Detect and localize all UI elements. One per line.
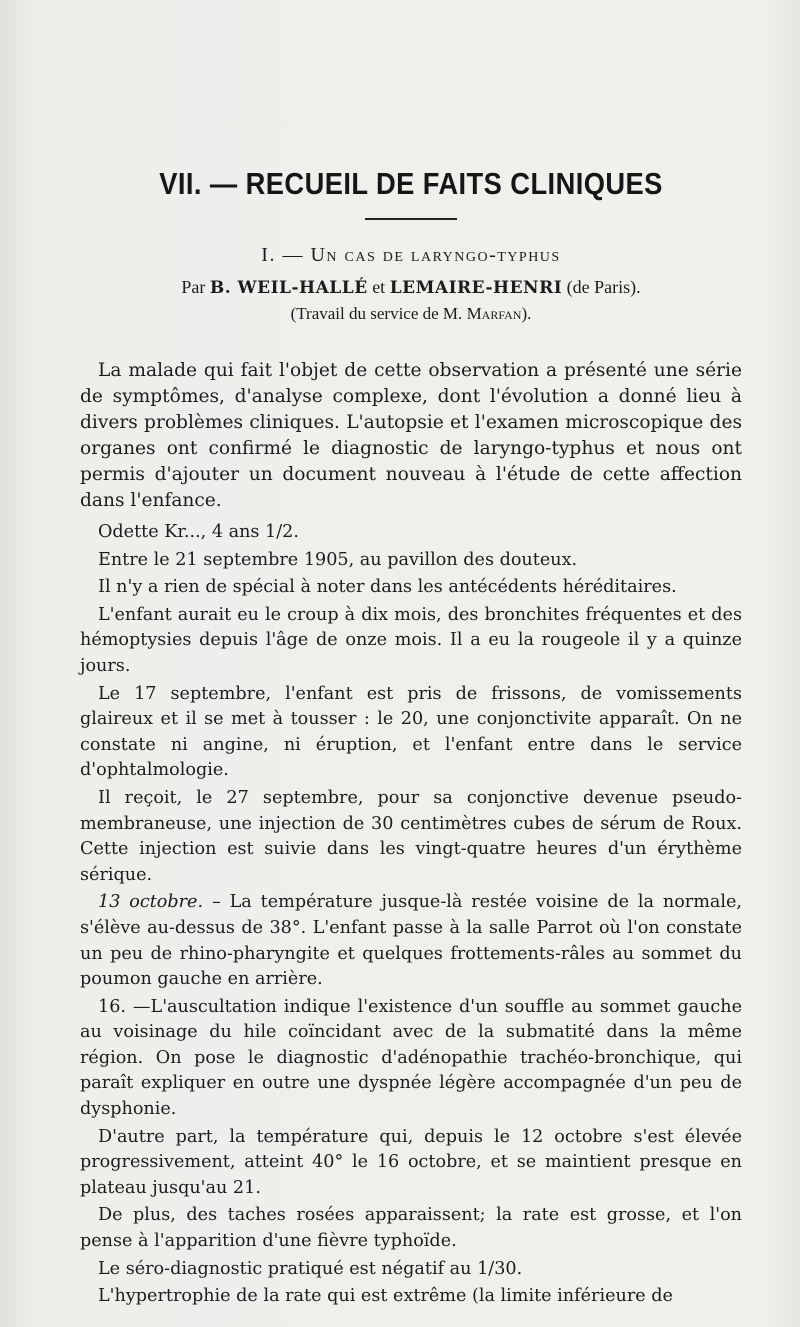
work-prefix: (Travail du service de M. [290, 304, 463, 323]
paragraph-text: La température jusque-là restée voisine de la normale, s'élève au-dessus de 38°. L'enfant passe à la salle Parrot où l'on constate un peu de rhino-pharyngite et quelques frottements-râles au sommet du poumon gauche en arrière. [80, 892, 743, 990]
paragraph: Il n'y a rien de spécial à noter dans les antécédents héréditaires. [98, 577, 677, 598]
article-number: I. [261, 244, 276, 266]
authors-prefix: Par [181, 277, 206, 297]
author-1: B. WEIL-HALLÉ [209, 278, 368, 298]
paragraph: Entre le 21 septembre 1905, au pavillon des douteux. [98, 549, 578, 570]
authors-conjunction: et [372, 277, 386, 297]
paragraph: D'autre part, la température qui, depuis le 12 octobre s'est élevée progressivement, atteint 40° le 16 octobre, et se maintient presque en plateau jusqu'au 21. [80, 1126, 742, 1198]
paragraph: 16. —L'auscultation indique l'existence d'un souffle au sommet gauche au voisinage du hile coïncidant avec de la submatité dans la même région. On pose le diagnostic d'adénopathie trachéo-bronchique, qui paraît expliquer en outre une dyspnée légère accompagnée d'un peu de dysphonie. [80, 996, 742, 1120]
work-line [80, 304, 742, 324]
chapter-title: VII. — RECUEIL DE FAITS CLINIQUES [159, 166, 663, 201]
work-name: Marfan [466, 304, 522, 323]
paragraph-intro: La malade qui fait l'objet de cette observation a présenté une série de symptômes, d'analyse complexe, dont l'évolution a donné lieu à divers problèmes cliniques. L'autopsie et l'examen microscopique des organes ont confirmé le diagnostic de laryngo-typhus et nous ont permis d'ajouter un document nouveau à l'étude de cette affection dans l'enfance. [80, 360, 742, 511]
article-title-text: Un cas de laryngo-typhus [310, 244, 561, 266]
author-2: LEMAIRE-HENRI [389, 278, 563, 298]
title-rule [365, 218, 457, 220]
bleed-through-text [60, 60, 780, 112]
article-dash: — [282, 244, 304, 266]
paragraph: Odette Kr..., 4 ans 1/2. [98, 522, 299, 542]
date-lead: 13 octobre. [98, 892, 204, 913]
paragraph: Il reçoit, le 27 septembre, pour sa conjonctive devenue pseudo-membraneuse, une injection de 30 centimètres cubes de sérum de Roux. Cette injection est suivie dans les vingt-quatre heures d'un érythème sérique. [80, 787, 742, 885]
article-title [80, 244, 742, 267]
authors-line [80, 277, 742, 298]
paragraph: Le 17 septembre, l'enfant est pris de frissons, de vomissements glaireux et il se met à tousser : le 20, une conjonctivite apparaît. On ne constate ni angine, ni éruption, et l'enfant entre dans le service d'ophtalmologie. [80, 683, 742, 781]
article-body [80, 358, 742, 1310]
paragraph: Le séro-diagnostic pratiqué est négatif au 1/30. [98, 1258, 523, 1279]
paragraph: L'enfant aurait eu le croup à dix mois, des bronchites fréquentes et des hémoptysies depuis l'âge de onze mois. Il a eu la rougeole il y a quinze jours. [80, 604, 742, 676]
work-suffix: ). [521, 304, 532, 323]
paragraph: L'hypertrophie de la rate qui est extrême (la limite inférieure de [98, 1286, 673, 1307]
paragraph: De plus, des taches rosées apparaissent; la rate est grosse, et l'on pense à l'apparition d'une fièvre typhoïde. [80, 1205, 742, 1252]
authors-location: (de Paris). [566, 277, 641, 297]
page-content [80, 166, 742, 1312]
paragraph: 13 octobre. – La température jusque-là restée voisine de la normale, s'élève au-dessus de 38°. L'enfant passe à la salle Parrot où l'on constate un peu de rhino-pharyngite et quelques frottements-râles au sommet du poumon gauche en arrière. [80, 892, 743, 990]
